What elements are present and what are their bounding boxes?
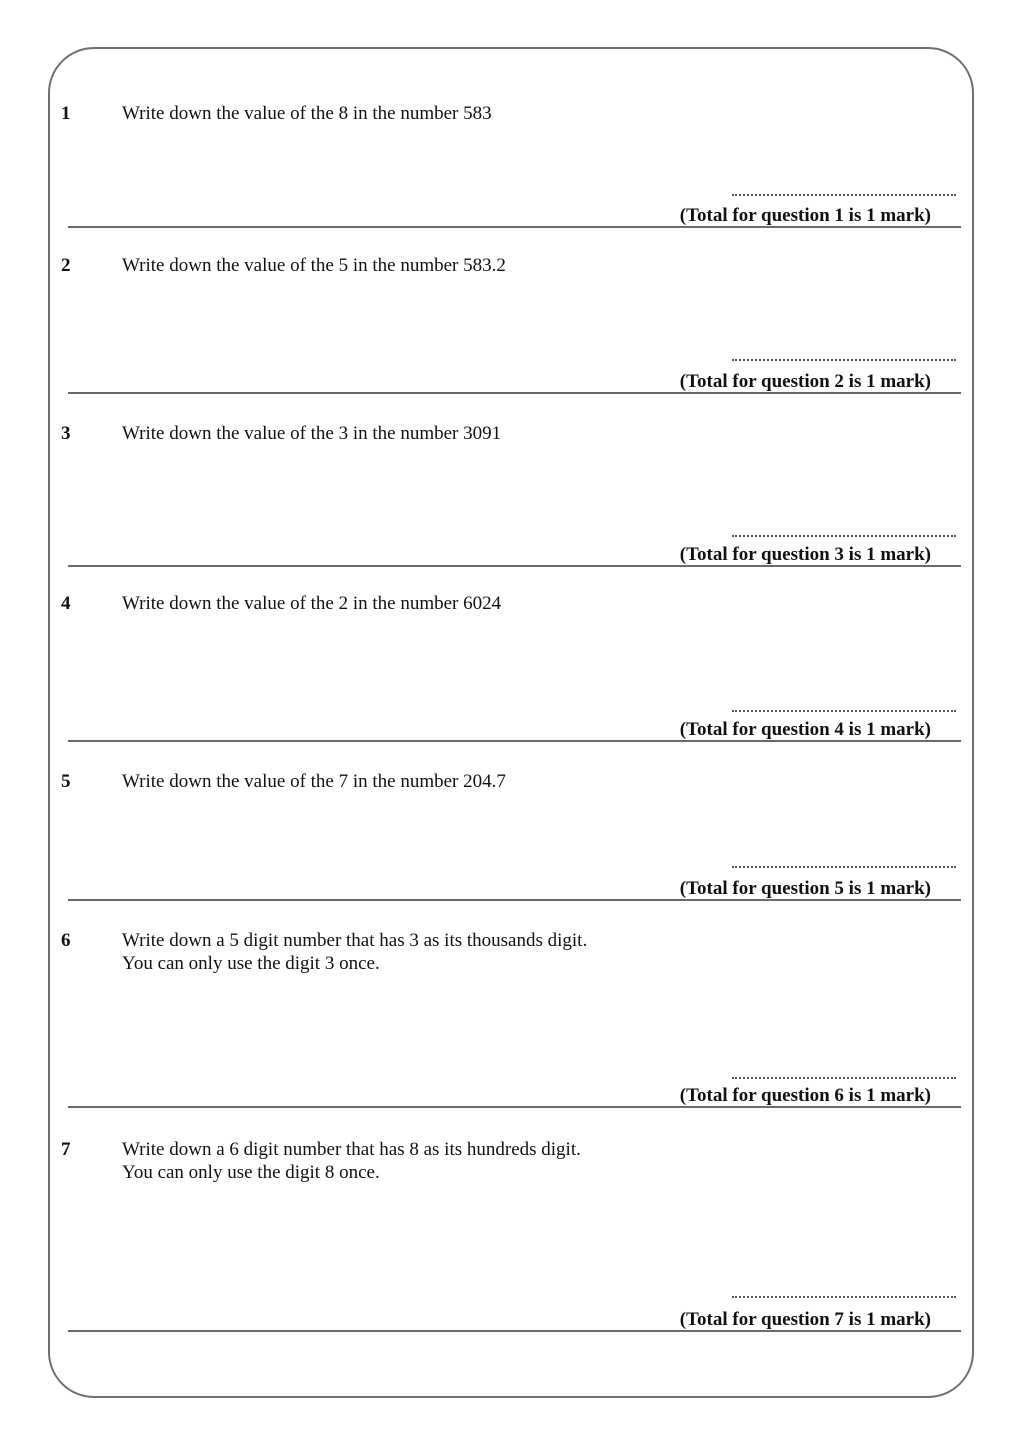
question-divider [68,740,961,742]
answer-line[interactable] [732,535,956,537]
question-5 [61,770,961,902]
question-divider [68,392,961,394]
question-7 [61,1138,961,1333]
question-divider [68,565,961,567]
answer-line[interactable] [732,710,956,712]
answer-line[interactable] [732,194,956,196]
question-total-marks: (Total for question 3 is 1 mark) [679,544,931,565]
question-number: 2 [61,255,71,276]
question-number: 6 [61,930,71,951]
question-total-marks: (Total for question 2 is 1 mark) [679,371,931,392]
question-2 [61,254,961,394]
question-text: Write down the value of the 3 in the number 3091 [122,423,502,444]
question-1 [61,102,961,228]
answer-line[interactable] [732,866,956,868]
answer-line[interactable] [732,359,956,361]
question-text: Write down the value of the 2 in the number 6024 [122,593,502,614]
question-total-marks: (Total for question 4 is 1 mark) [679,719,931,740]
question-text: Write down the value of the 7 in the number 204.7 [122,771,506,792]
question-divider [68,899,961,901]
answer-line[interactable] [732,1077,956,1079]
question-text: Write down the value of the 8 in the number 583 [122,103,492,124]
question-number: 7 [61,1139,71,1160]
question-text: Write down a 5 digit number that has 3 as its thousands digit. You can only use the digit 3 once. [122,930,588,974]
question-divider [68,1106,961,1108]
question-text: Write down a 6 digit number that has 8 as its hundreds digit. You can only use the digit 8 once. [122,1139,581,1183]
question-text: Write down the value of the 5 in the number 583.2 [122,255,506,276]
answer-line[interactable] [732,1296,956,1298]
question-total-marks: (Total for question 1 is 1 mark) [679,205,931,226]
question-divider [68,1330,961,1332]
question-number: 1 [61,103,71,124]
question-divider [68,226,961,228]
question-total-marks: (Total for question 7 is 1 mark) [679,1309,931,1330]
question-number: 5 [61,771,71,792]
question-total-marks: (Total for question 5 is 1 mark) [679,878,931,899]
question-number: 4 [61,593,71,614]
question-4 [61,592,961,744]
question-number: 3 [61,423,71,444]
question-total-marks: (Total for question 6 is 1 mark) [679,1085,931,1106]
question-6 [61,929,961,1110]
question-3 [61,422,961,568]
